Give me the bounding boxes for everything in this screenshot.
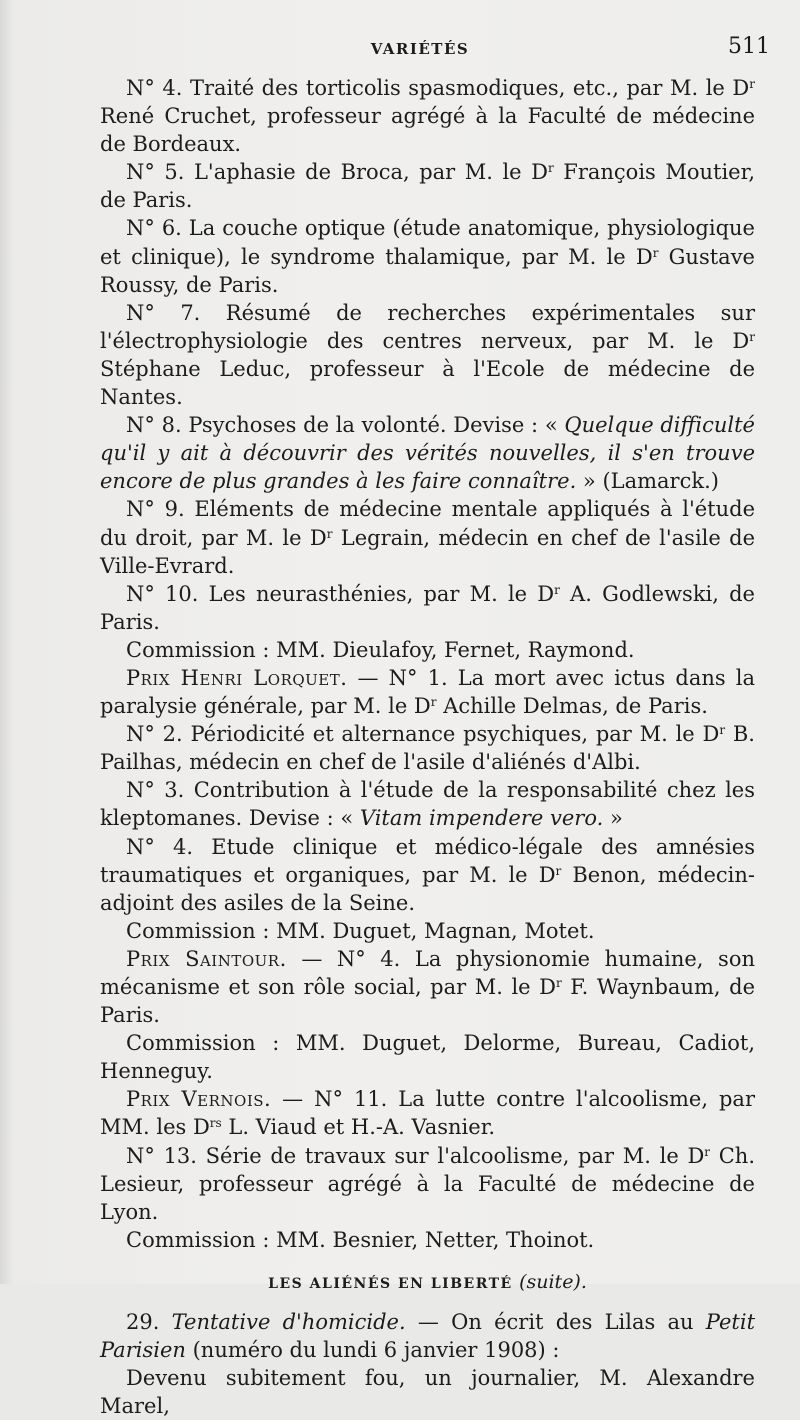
page-body bbox=[100, 74, 755, 1420]
prix-lorquet: Prix Henri Lorquet. — N° 1. La mort avec ictus dans la paralysie générale, par M. le $D^r$ Achille Delmas, de Paris. bbox=[100, 665, 756, 719]
commission-1: Commission : MM. Dieulafoy, Fernet, Raymond. bbox=[126, 637, 635, 662]
paragraph-n4: N° 4. Traité des torticolis spasmodiques, etc., par M. le $D^r$ René Cruchet, professeur agrégé à la Faculté de médecine de Bordeaux. bbox=[100, 76, 755, 157]
vernois-n13: N° 13. Série de travaux sur l'alcoolisme, par M. le $D^r$ Ch. Lesieur, professeur agrégé à la Faculté de médecine de Lyon. bbox=[100, 1143, 756, 1224]
commission-4: Commission : MM. Besnier, Netter, Thoinot. bbox=[126, 1227, 595, 1252]
commission-3: Commission : MM. Duguet, Delorme, Bureau, Cadiot, Henneguy. bbox=[100, 1031, 755, 1084]
lorquet-n2: N° 2. Périodicité et alternance psychiques, par M. le $D^r$ B. Pailhas, médecin en chef de l'asile d'aliénés d'Albi. bbox=[100, 722, 755, 775]
paragraph-n8: N° 8. Psychoses de la volonté. Devise : « Quelque difficulté qu'il y ait à découvrir des vérités nouvelles, il s'en trouve encore de plus grandes à les faire connaître. » (Lamarck.) bbox=[100, 413, 755, 494]
lorquet-n4: N° 4. Etude clinique et médico-légale des amnésies traumatiques et organiques, par M. le $D^r$ Benon, médecin-adjoint des asiles de la Seine. bbox=[100, 834, 755, 915]
page-header bbox=[100, 34, 770, 64]
item-29: 29. Tentative d'homicide. — On écrit des Lilas au Petit Parisien (numéro du lundi 6 janvier 1908) : bbox=[100, 1310, 756, 1363]
prize-name: Prix Saintour. bbox=[126, 946, 287, 971]
last-line: Devenu subitement fou, un journalier, M. Alexandre Marel, bbox=[100, 1366, 755, 1419]
paragraph-n9: N° 9. Eléments de médecine mentale appliqués à l'étude du droit, par M. le $D^r$ Legrain, médecin en chef de l'asile de Ville-Evrard. bbox=[100, 497, 755, 578]
prize-name: Prix Henri Lorquet. bbox=[126, 665, 348, 690]
running-title: VARIÉTÉS bbox=[370, 40, 470, 58]
paragraph-n5: N° 5. L'aphasie de Broca, par M. le $D^r$ François Moutier, de Paris. bbox=[100, 160, 756, 213]
paragraph-n7: N° 7. Résumé de recherches expérimentales sur l'électrophysiologie des centres nerveux, par M. le $D^r$ Stéphane Leduc, professeur à l'Ecole de médecine de Nantes. bbox=[100, 300, 755, 410]
motto: Vitam impendere vero. bbox=[359, 806, 604, 831]
lorquet-n3: N° 3. Contribution à l'étude de la responsabilité chez les kleptomanes. Devise : « Vitam impendere vero. » bbox=[100, 778, 755, 831]
commission-2: Commission : MM. Duguet, Magnan, Motet. bbox=[126, 918, 595, 943]
paragraph-n10: N° 10. Les neurasthénies, par M. le $D^r$ A. Godlewski, de Paris. bbox=[100, 581, 755, 634]
prize-name: Prix Vernois. bbox=[126, 1087, 272, 1112]
page-number: 511 bbox=[728, 34, 770, 59]
prix-vernois: Prix Vernois. — N° 11. La lutte contre l'alcoolisme, par MM. les $D^{rs}$ L. Viaud et H.-A. Vasnier. bbox=[100, 1087, 755, 1140]
prix-saintour: Prix Saintour. — N° 4. La physionomie humaine, son mécanisme et son rôle social, par M. le $D^r$ F. Waynbaum, de Paris. bbox=[100, 946, 755, 1028]
paragraph-n6: N° 6. La couche optique (étude anatomique, physiologique et clinique), le syndrome thalamique, par M. le $D^r$ Gustave Roussy, de Paris. bbox=[100, 216, 755, 297]
motto: Quelque difficulté qu'il y ait à découvrir des vérités nouvelles, il s'en trouve encore de plus grandes à les faire connaître. bbox=[100, 413, 755, 494]
section-title: LES ALIÉNÉS EN LIBERTÉ (suite). bbox=[268, 1270, 587, 1293]
